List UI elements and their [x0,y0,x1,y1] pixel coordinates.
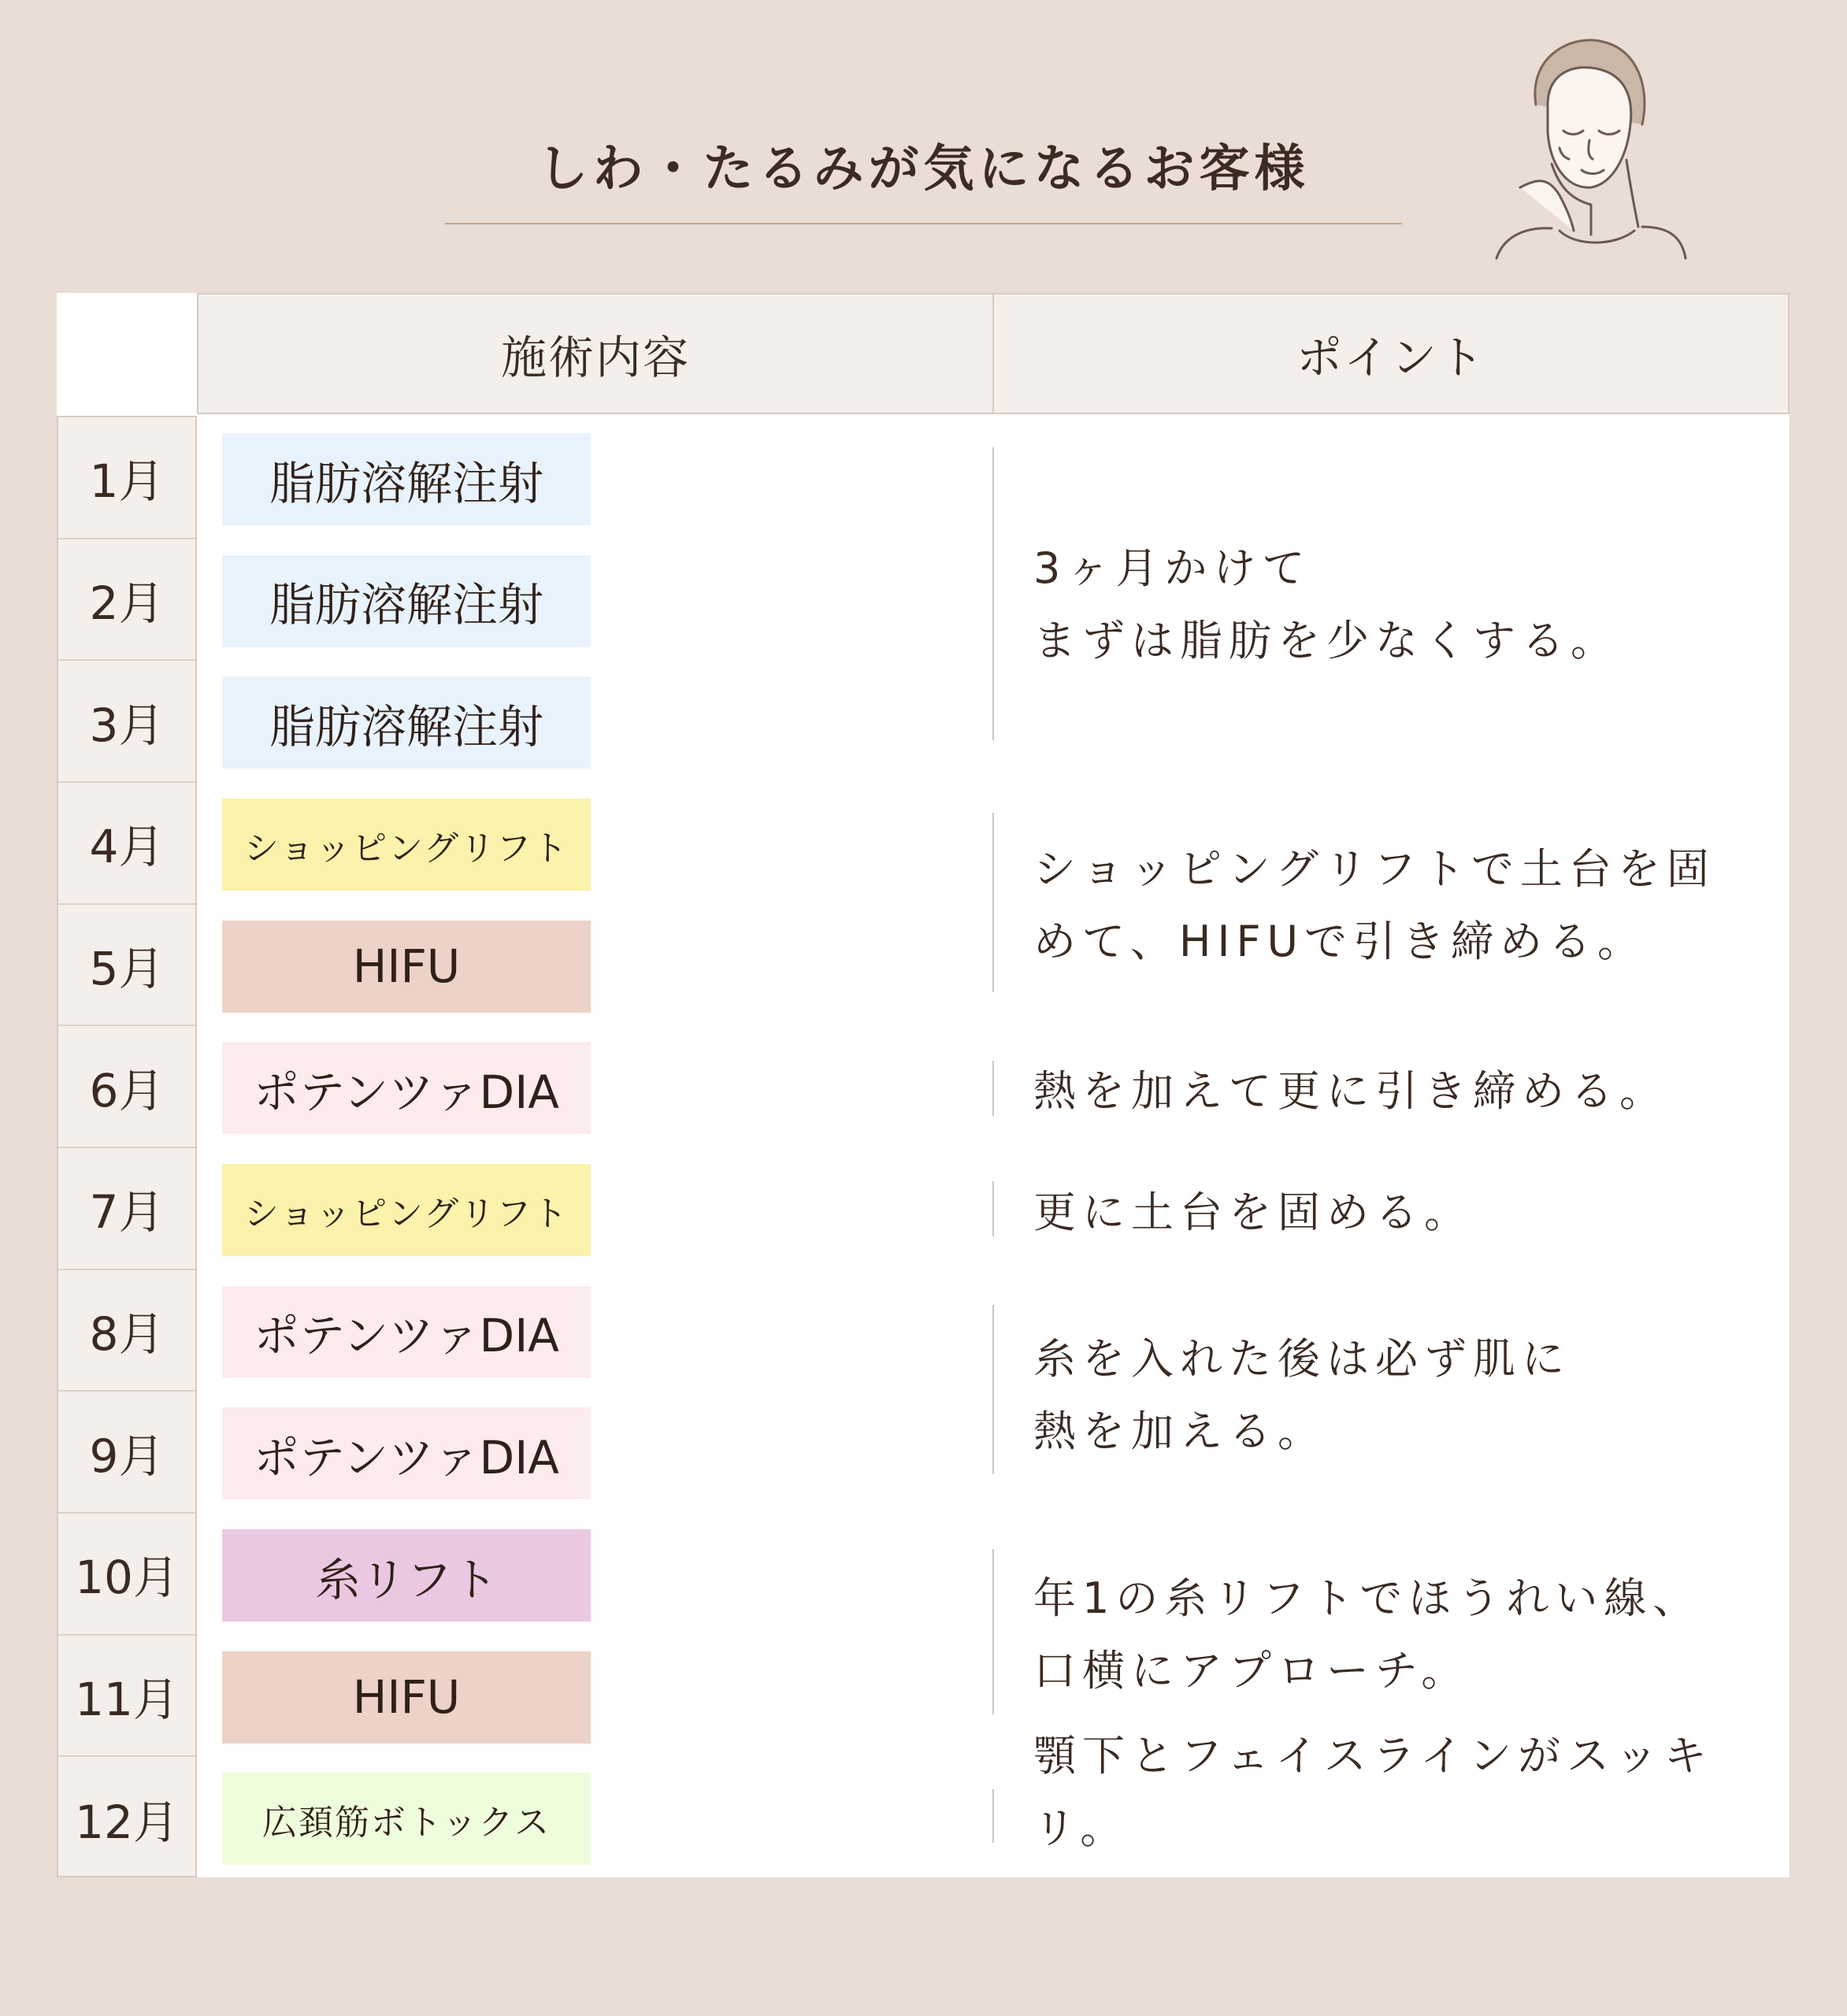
month-cell: 2月 [58,539,195,662]
point-divider [992,1305,994,1474]
point-line: 糸を入れた後は必ず肌に [1033,1334,1571,1384]
treatment-chip: ポテンツァDIA [222,1407,591,1499]
month-cell: 4月 [58,783,195,905]
point-divider [992,1549,994,1714]
month-cell: 1月 [58,417,195,539]
point-line: 熱を加えて更に引き締める。 [1033,1066,1668,1116]
point-text [1033,1323,1774,1468]
point-line: まずは脂肪を少なくする。 [1033,616,1619,665]
point-text [1033,1720,1774,1865]
point-line: 更に土台を固める。 [1033,1188,1473,1237]
point-line: 熱を加える。 [1033,1406,1326,1456]
point-divider [992,1061,994,1116]
month-cell: 10月 [58,1514,195,1636]
point-divider [992,1789,994,1843]
month-cell: 11月 [58,1636,195,1758]
point-line: めて、HIFUで引き締める。 [1033,917,1647,966]
point-text [1033,1562,1774,1707]
point-text [1033,1055,1774,1128]
month-cell: 3月 [58,661,195,783]
page-title: しわ・たるみが気になるお客様 [537,139,1310,198]
month-column [57,416,197,1877]
treatment-chip: ポテンツァDIA [222,1042,591,1134]
title-block [445,118,1402,224]
woman-illustration [1473,30,1709,262]
treatment-table [57,293,1790,1877]
treatment-chip: 糸リフト [222,1529,591,1621]
header-content: 施術内容 [197,293,994,414]
title-underline [445,223,1402,224]
point-line: 3ヶ月かけて [1033,543,1311,593]
treatment-chip: 脂肪溶解注射 [222,676,591,769]
point-line: 年1の糸リフトでほうれい線、 [1033,1573,1702,1623]
point-text [1033,1177,1774,1249]
point-divider [992,813,994,992]
treatment-chip: ショッピングリフト [222,799,591,891]
point-line: 顎下とフェイスラインがスッキ [1033,1731,1713,1781]
point-line: ショッピングリフトで土台を固 [1033,844,1715,894]
month-cell: 5月 [58,905,195,1027]
point-text [1033,532,1774,677]
month-cell: 6月 [58,1026,195,1148]
header-point: ポイント [992,293,1790,414]
treatment-chip: 広頚筋ボトックス [222,1773,591,1865]
point-divider [992,1181,994,1236]
month-cell: 8月 [58,1270,195,1392]
point-text [1033,833,1774,978]
month-cell: 12月 [75,1795,179,1849]
treatment-chip: HIFU [222,1651,591,1744]
treatment-chip: 脂肪溶解注射 [222,433,591,525]
point-line: 口横にアプローチ。 [1033,1646,1471,1695]
treatment-chip: ショッピングリフト [222,1164,591,1256]
month-cell: 9月 [58,1392,195,1514]
treatment-chip: ポテンツァDIA [222,1286,591,1378]
table-corner [57,293,197,416]
treatment-chip: HIFU [222,921,591,1013]
month-cell: 7月 [58,1148,195,1270]
treatment-chip: 脂肪溶解注射 [222,555,591,647]
point-line: リ。 [1033,1803,1129,1853]
point-divider [992,447,994,740]
